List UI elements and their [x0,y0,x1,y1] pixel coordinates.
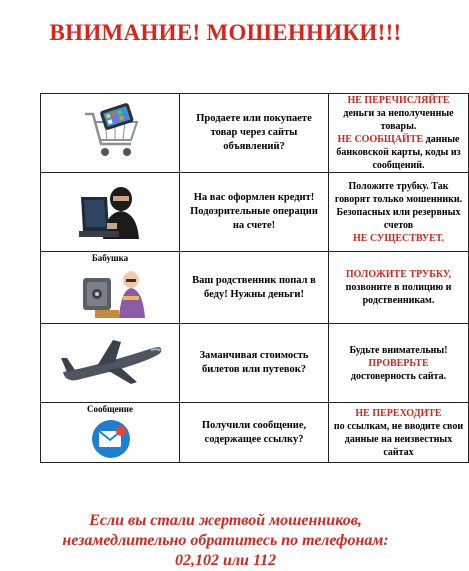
advice-warning: НЕ ПЕРЕЧИСЛЯЙТЕ [347,95,450,106]
advice-warning: ПОЛОЖИТЕ ТРУБКУ, [345,269,452,280]
advice-text-part: по ссылкам, не вводите свои данные на неизвестных сайтах [333,420,464,458]
envelope-notification-icon [91,419,131,459]
picture-label: Бабушка [91,253,129,263]
advice-text [329,173,469,252]
picture-cell [41,173,180,252]
picture-cell [41,324,180,403]
grandma-safe-icon [81,266,151,322]
advice-text-part: достоверность сайта. [350,370,447,382]
advice-text [329,252,469,324]
picture-cell [41,252,180,324]
advice-warning: ПРОВЕРЬТЕ [368,357,429,369]
advice-text-part: Будьте внимательны! [349,344,448,356]
advice-warning: НЕ СООБЩАЙТЕ [337,134,424,145]
advice-text-part: Положите трубку. Так говорят только мошенники. Безопасных или резервных счетов [334,180,463,231]
airplane-icon [57,336,167,388]
situation-text: Продаете или покупаете товар через сайты объявлений? [180,94,329,173]
advice-text-part: деньги за неполученные товары. [343,108,454,132]
picture-label: Сообщение [87,404,133,414]
situation-text: На вас оформлен кредит! Подозрительные операции на счете! [180,173,329,252]
advice-text [329,94,469,173]
table-row [41,173,469,252]
advice-text [329,324,469,403]
situation-text: Заманчивая стоимость билетов или путевок? [180,324,329,403]
picture-cell [41,94,180,173]
footer-phones: 02,102 или 112 [174,552,277,569]
advice-text [329,403,469,463]
hacker-laptop-icon [77,181,143,243]
table-row [41,403,469,463]
table-row [41,94,469,173]
advice-text-part: данные банковской карты, коды из сообщений. [336,134,461,171]
advice-warning: НЕ ПЕРЕХОДИТЕ [355,407,442,419]
fraud-warning-table [40,93,469,463]
footer-line-2: незамедлительно обратитесь по телефонам: [62,532,389,549]
table-row [41,324,469,403]
shopping-cart-phone-icon [81,102,143,164]
page-title: ВНИМАНИЕ! МОШЕННИКИ!!! [49,20,402,45]
picture-cell [41,403,180,463]
situation-text: Ваш родственник попал в беду! Нужны деньги! [180,252,329,324]
footer-line-1: Если вы стали жертвой мошенников, [89,512,362,529]
situation-text: Получили сообщение, содержащее ссылку? [180,403,329,463]
advice-text-part: позвоните в полицию и родственникам. [345,282,452,306]
table-row [41,252,469,324]
advice-warning: НЕ СУЩЕСТВУЕТ. [353,232,444,244]
